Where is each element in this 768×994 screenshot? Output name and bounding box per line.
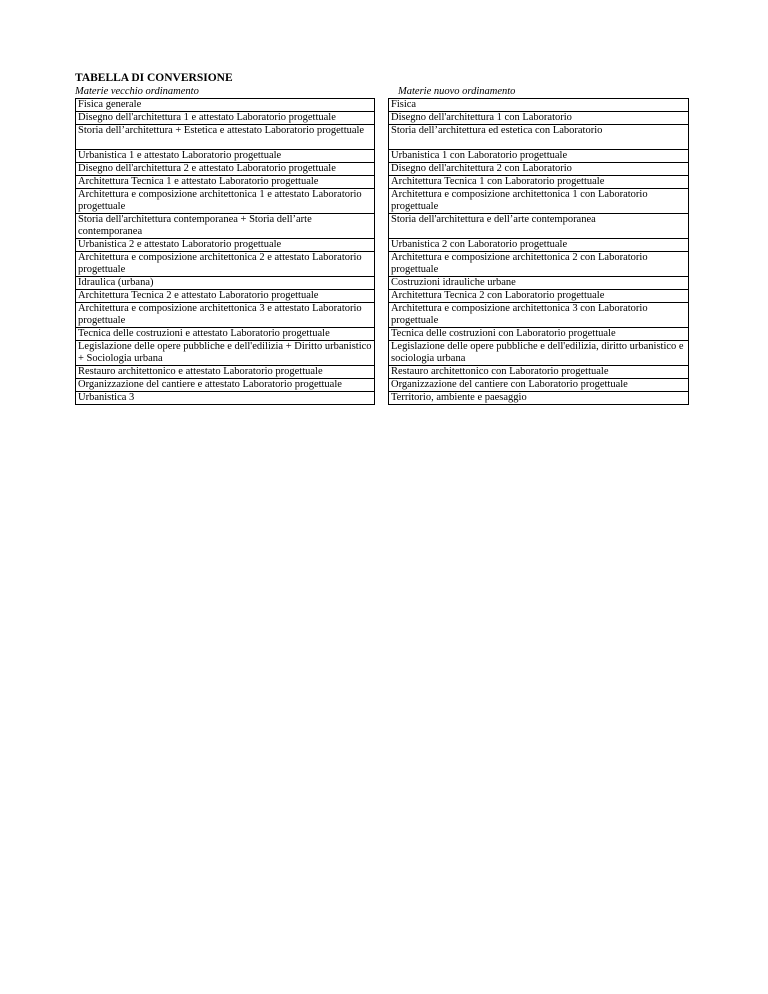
table-row (389, 392, 689, 405)
table-row (76, 252, 375, 277)
new-subject-cell: Storia dell’architettura ed estetica con Laboratorio (389, 125, 689, 150)
table-row (389, 341, 689, 366)
document (75, 71, 689, 403)
table-row (76, 189, 375, 214)
old-subject-cell: Disegno dell'architettura 1 e attestato Laboratorio progettuale (76, 112, 375, 125)
table-row (76, 239, 375, 252)
new-subject-cell: Territorio, ambiente e paesaggio (389, 392, 689, 405)
table-row (389, 150, 689, 163)
table-row (76, 125, 375, 150)
page-title: TABELLA DI CONVERSIONE (75, 72, 233, 84)
new-subject-cell: Architettura e composizione architettonica 1 con Laboratorio progettuale (389, 189, 689, 214)
table-row (389, 189, 689, 214)
new-subject-cell: Tecnica delle costruzioni con Laboratorio progettuale (389, 328, 689, 341)
table-row (76, 392, 375, 405)
old-subject-cell: Architettura e composizione architettonica 1 e attestato Laboratorio progettuale (76, 189, 375, 214)
new-subject-cell: Urbanistica 1 con Laboratorio progettuale (389, 150, 689, 163)
new-subject-cell: Storia dell'architettura e dell’arte contemporanea (389, 214, 689, 239)
table-row (76, 150, 375, 163)
table-row (76, 112, 375, 125)
table-row (389, 214, 689, 239)
old-subject-cell: Legislazione delle opere pubbliche e dell'edilizia + Diritto urbanistico + Sociologia urbana (76, 341, 375, 366)
old-subject-cell: Restauro architettonico e attestato Laboratorio progettuale (76, 366, 375, 379)
old-subject-cell: Architettura e composizione architettonica 3 e attestato Laboratorio progettuale (76, 303, 375, 328)
new-subjects-header: Materie nuovo ordinamento (398, 86, 516, 97)
table-row (76, 176, 375, 189)
old-subject-cell: Architettura e composizione architettonica 2 e attestato Laboratorio progettuale (76, 252, 375, 277)
new-subject-cell: Architettura Tecnica 2 con Laboratorio progettuale (389, 290, 689, 303)
new-subject-cell: Architettura e composizione architettonica 3 con Laboratorio progettuale (389, 303, 689, 328)
old-subject-cell: Urbanistica 2 e attestato Laboratorio progettuale (76, 239, 375, 252)
new-subject-cell: Disegno dell'architettura 2 con Laboratorio (389, 163, 689, 176)
new-subjects-table (388, 98, 689, 405)
old-subject-cell: Organizzazione del cantiere e attestato Laboratorio progettuale (76, 379, 375, 392)
table-row (389, 379, 689, 392)
old-subject-cell: Tecnica delle costruzioni e attestato Laboratorio progettuale (76, 328, 375, 341)
table-row (389, 163, 689, 176)
new-subject-cell: Urbanistica 2 con Laboratorio progettuale (389, 239, 689, 252)
old-subject-cell: Fisica generale (76, 99, 375, 112)
table-row (76, 341, 375, 366)
table-row (76, 366, 375, 379)
table-row (389, 99, 689, 112)
old-subject-cell: Storia dell'architettura contemporanea + Storia dell’arte contemporanea (76, 214, 375, 239)
table-row (389, 366, 689, 379)
old-subject-cell: Urbanistica 1 e attestato Laboratorio progettuale (76, 150, 375, 163)
table-row (389, 252, 689, 277)
old-subject-cell: Urbanistica 3 (76, 392, 375, 405)
table-row (76, 214, 375, 239)
table-row (389, 328, 689, 341)
table-row (76, 99, 375, 112)
new-subject-cell: Fisica (389, 99, 689, 112)
table-row (389, 239, 689, 252)
table-row (389, 125, 689, 150)
table-row (389, 112, 689, 125)
table-row (76, 328, 375, 341)
old-subjects-header: Materie vecchio ordinamento (75, 86, 199, 97)
column-headers (75, 85, 689, 98)
new-subject-cell: Architettura Tecnica 1 con Laboratorio progettuale (389, 176, 689, 189)
new-subject-cell: Disegno dell'architettura 1 con Laboratorio (389, 112, 689, 125)
table-row (76, 277, 375, 290)
old-subjects-table (75, 98, 375, 405)
table-row (76, 163, 375, 176)
new-subject-cell: Restauro architettonico con Laboratorio progettuale (389, 366, 689, 379)
old-subject-cell: Storia dell’architettura + Estetica e attestato Laboratorio progettuale (76, 125, 375, 150)
table-row (389, 176, 689, 189)
table-row (389, 303, 689, 328)
old-subject-cell: Architettura Tecnica 1 e attestato Laboratorio progettuale (76, 176, 375, 189)
table-row (76, 290, 375, 303)
new-subject-cell: Legislazione delle opere pubbliche e dell'edilizia, diritto urbanistico e sociologia urbana (389, 341, 689, 366)
new-subject-cell: Organizzazione del cantiere con Laboratorio progettuale (389, 379, 689, 392)
table-row (76, 379, 375, 392)
new-subject-cell: Costruzioni idrauliche urbane (389, 277, 689, 290)
table-row (389, 290, 689, 303)
table-row (76, 303, 375, 328)
table-row (389, 277, 689, 290)
old-subject-cell: Idraulica (urbana) (76, 277, 375, 290)
old-subject-cell: Architettura Tecnica 2 e attestato Laboratorio progettuale (76, 290, 375, 303)
new-subject-cell: Architettura e composizione architettonica 2 con Laboratorio progettuale (389, 252, 689, 277)
old-subject-cell: Disegno dell'architettura 2 e attestato Laboratorio progettuale (76, 163, 375, 176)
